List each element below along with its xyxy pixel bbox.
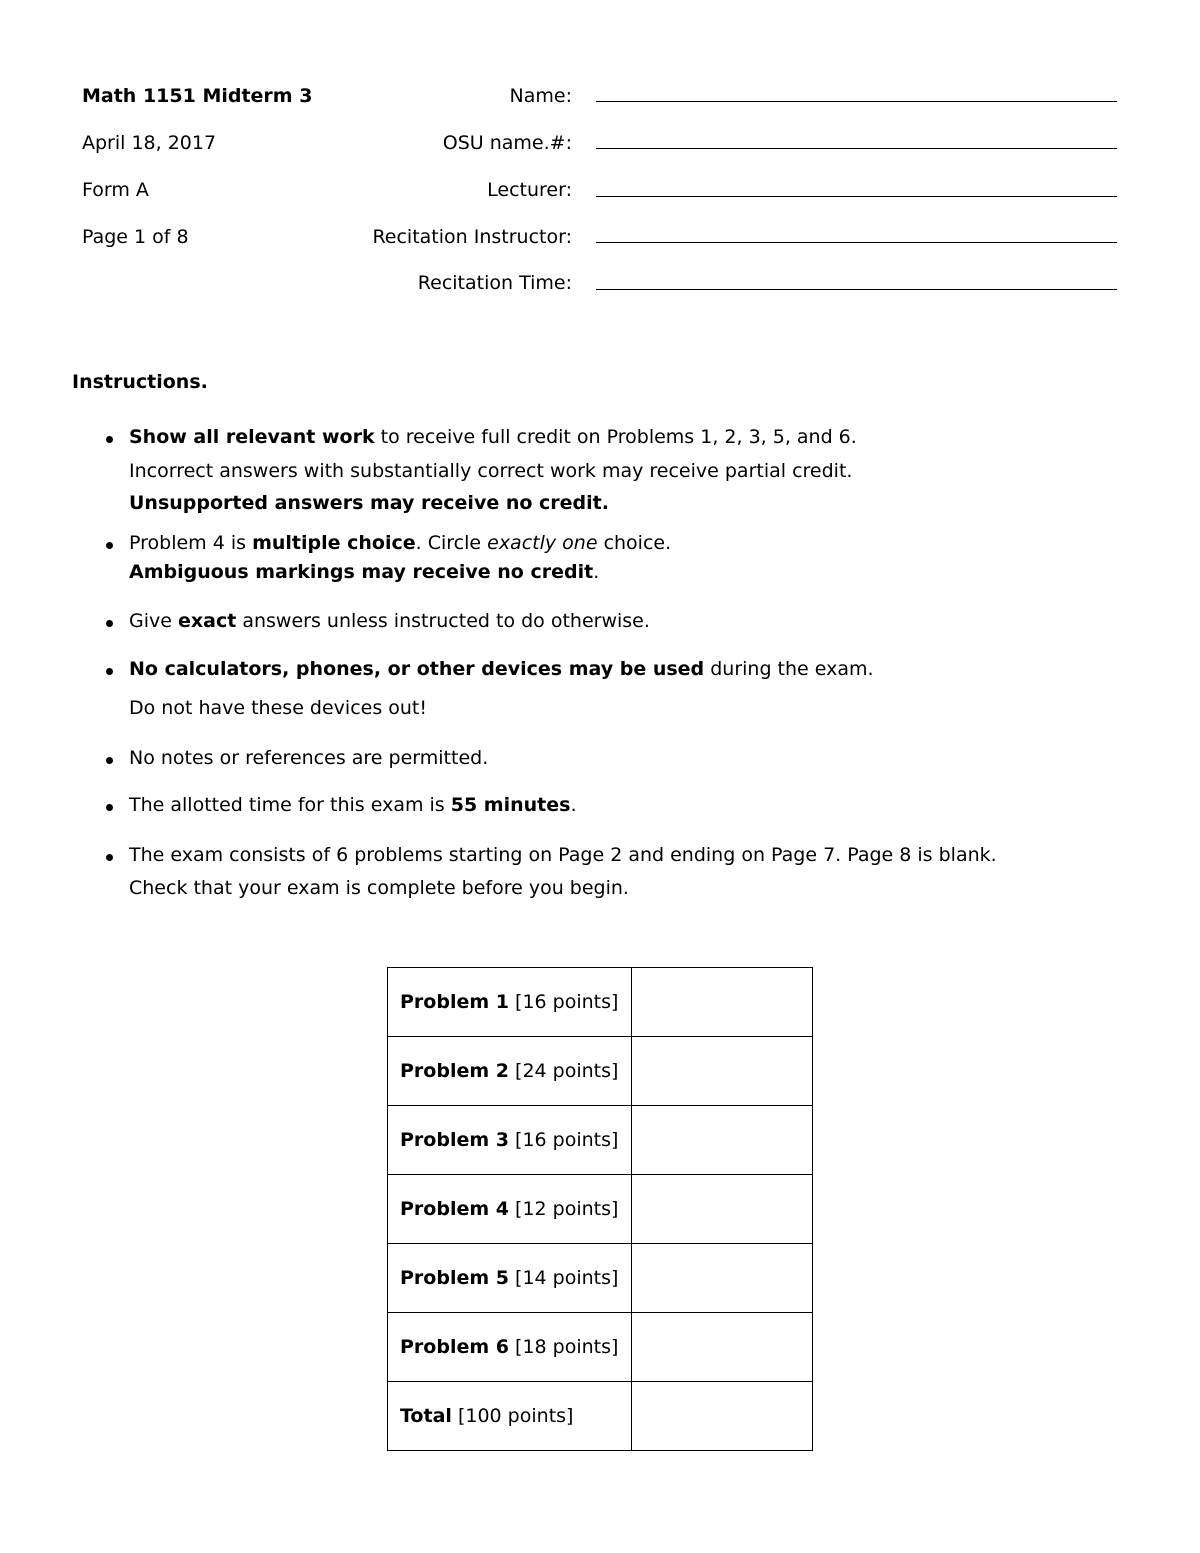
score-table — [387, 967, 813, 1451]
problem-points: [16 points] — [515, 1129, 619, 1151]
bullet-icon — [106, 854, 113, 861]
table-row — [388, 1313, 813, 1382]
instruction-devices-out: Do not have these devices out! — [129, 697, 427, 719]
table-row — [388, 968, 813, 1037]
problem-points: [14 points] — [515, 1267, 619, 1289]
instruction-text: . Circle — [415, 532, 488, 554]
instruction-text: Give — [129, 610, 178, 632]
bullet-icon — [106, 620, 113, 627]
score-label-cell — [388, 1313, 632, 1382]
instruction-emphasis: exact — [177, 610, 237, 632]
exam-date: April 18, 2017 — [82, 132, 217, 154]
recitation-time-field[interactable] — [596, 289, 1117, 290]
table-row — [388, 1382, 813, 1451]
page-number: Page 1 of 8 — [82, 226, 189, 248]
instruction-text: . — [570, 794, 577, 816]
total-label: Total — [400, 1405, 452, 1427]
score-entry-cell[interactable] — [632, 968, 813, 1037]
lecturer-label: Lecturer: — [487, 179, 572, 201]
instruction-text: to receive full credit on Problems 1, 2, 3, 5, and 6. — [374, 426, 857, 448]
problem-label: Problem 6 — [400, 1336, 509, 1358]
bullet-icon — [106, 804, 113, 811]
instruction-no-notes: No notes or references are permitted. — [129, 747, 489, 769]
osu-name-field[interactable] — [596, 148, 1117, 149]
instruction-text: . — [593, 561, 600, 583]
instruction-italic: exactly one — [487, 532, 598, 554]
problem-points: [18 points] — [515, 1336, 619, 1358]
bullet-icon — [106, 668, 113, 675]
problem-label: Problem 4 — [400, 1198, 509, 1220]
instruction-no-devices — [129, 658, 874, 680]
problem-label: Problem 2 — [400, 1060, 509, 1082]
instruction-emphasis: 55 minutes — [450, 794, 571, 816]
table-row — [388, 1175, 813, 1244]
total-points: [100 points] — [457, 1405, 574, 1427]
instruction-ambiguous — [129, 561, 599, 583]
table-row — [388, 1106, 813, 1175]
name-field[interactable] — [596, 101, 1117, 102]
recitation-instructor-field[interactable] — [596, 242, 1117, 243]
instruction-emphasis: Ambiguous markings may receive no credit — [129, 561, 594, 583]
problem-points: [24 points] — [515, 1060, 619, 1082]
instruction-text: The allotted time for this exam is — [129, 794, 451, 816]
score-label-cell — [388, 1037, 632, 1106]
problem-label: Problem 5 — [400, 1267, 509, 1289]
table-row — [388, 1244, 813, 1313]
score-label-cell — [388, 1244, 632, 1313]
instruction-text: Problem 4 is — [129, 532, 253, 554]
bullet-icon — [106, 757, 113, 764]
instruction-text: answers unless instructed to do otherwise. — [236, 610, 650, 632]
bullet-icon — [106, 436, 113, 443]
instruction-multiple-choice — [129, 532, 671, 554]
instruction-unsupported: Unsupported answers may receive no credit. — [129, 492, 609, 514]
exam-form: Form A — [82, 179, 149, 201]
score-entry-cell[interactable] — [632, 1106, 813, 1175]
instruction-text: choice. — [597, 532, 672, 554]
problem-label: Problem 3 — [400, 1129, 509, 1151]
instruction-exact-answers — [129, 610, 650, 632]
instruction-emphasis: Show all relevant work — [129, 426, 375, 448]
instruction-emphasis: multiple choice — [252, 532, 416, 554]
score-entry-cell[interactable] — [632, 1244, 813, 1313]
name-label: Name: — [509, 85, 572, 107]
instruction-text: during the exam. — [704, 658, 874, 680]
score-label-cell — [388, 1106, 632, 1175]
score-entry-cell[interactable] — [632, 1037, 813, 1106]
problem-points: [12 points] — [515, 1198, 619, 1220]
recitation-instructor-label: Recitation Instructor: — [372, 226, 572, 248]
problem-label: Problem 1 — [400, 991, 509, 1013]
instruction-emphasis: No calculators, phones, or other devices may be used — [129, 658, 705, 680]
instruction-time-limit — [129, 794, 577, 816]
score-entry-cell[interactable] — [632, 1313, 813, 1382]
problem-points: [16 points] — [515, 991, 619, 1013]
score-label-cell — [388, 1175, 632, 1244]
score-label-cell — [388, 968, 632, 1037]
instruction-check-complete: Check that your exam is complete before you begin. — [129, 877, 629, 899]
course-title: Math 1151 Midterm 3 — [82, 85, 313, 107]
bullet-icon — [106, 542, 113, 549]
table-row — [388, 1037, 813, 1106]
osu-name-label: OSU name.#: — [442, 132, 572, 154]
instruction-partial-credit: Incorrect answers with substantially correct work may receive partial credit. — [129, 460, 853, 482]
instruction-show-work — [129, 426, 857, 448]
total-entry-cell[interactable] — [632, 1382, 813, 1451]
recitation-time-label: Recitation Time: — [417, 272, 572, 294]
lecturer-field[interactable] — [596, 196, 1117, 197]
score-entry-cell[interactable] — [632, 1175, 813, 1244]
instruction-exam-pages: The exam consists of 6 problems starting on Page 2 and ending on Page 7. Page 8 is blank. — [129, 844, 997, 866]
score-label-cell — [388, 1382, 632, 1451]
instructions-title: Instructions. — [72, 371, 208, 393]
